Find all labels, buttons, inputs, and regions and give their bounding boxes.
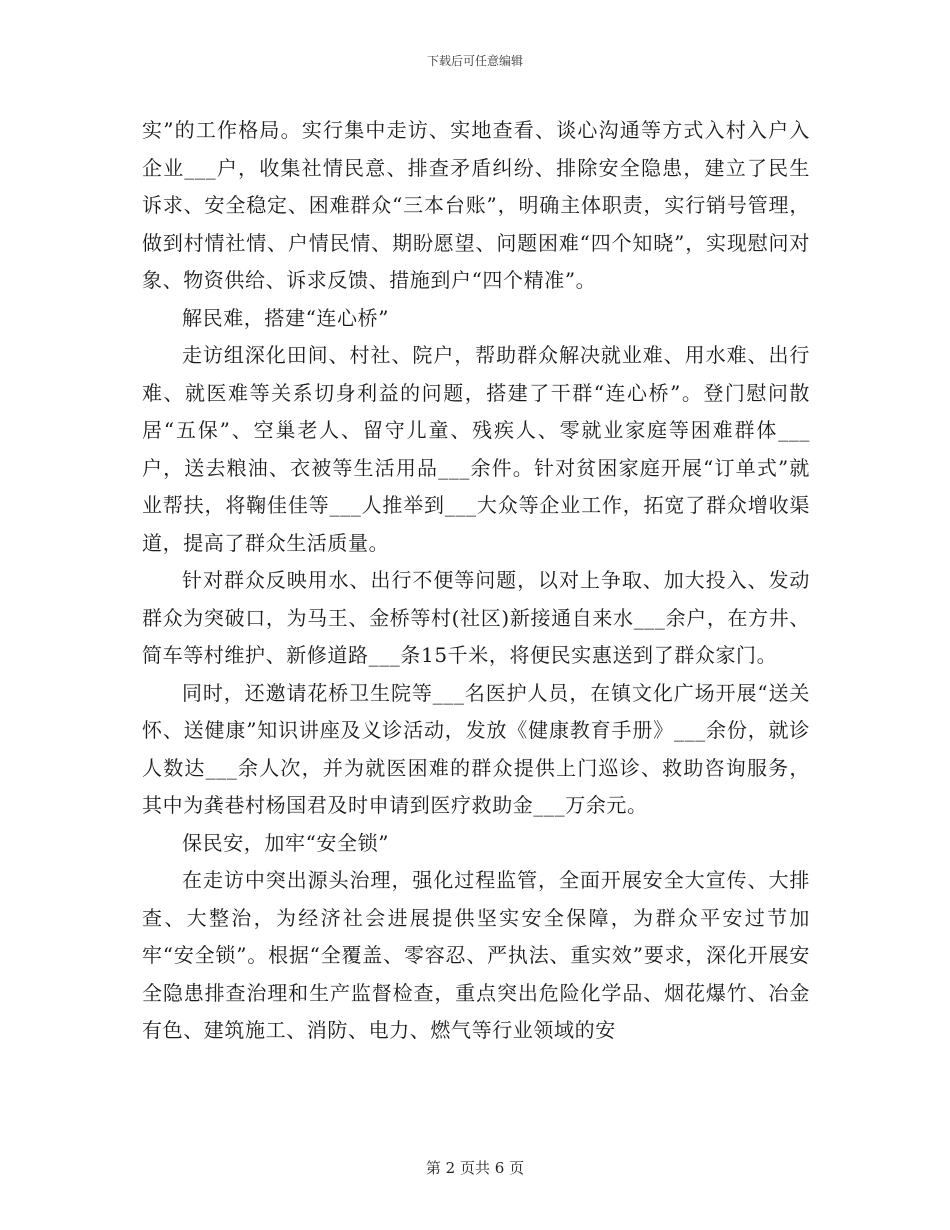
paragraph-continued: 实”的工作格局。实行集中走访、实地查看、谈心沟通等方式入村入户入企业___户，收集社情民意、排查矛盾纠纷、排除安全隐患，建立了民生诉求、安全稳定、困难群众“三本台账”，明确主体职责，实行销号管理，做到村情社情、户情民情、期盼愿望、问题困难“四个知晓”，实现慰问对象、物资供给、诉求反馈、措施到户“四个精准”。 — [142, 118, 810, 292]
paragraph-water-roads: 针对群众反映用水、出行不便等问题，以对上争取、加大投入、发动群众为突破口，为马王、金桥等村(社区)新接通自来水___余户，在方井、简车等村维护、新修道路___条15千米，将便民实惠送到了群众家门。 — [142, 568, 810, 667]
section-heading-lianxinqiao: 解民难，搭建“连心桥” — [182, 305, 390, 330]
page-header: 下载后可任意编辑 — [426, 54, 523, 68]
section-heading-anquansuo: 保民安，加牢“安全锁” — [182, 830, 390, 855]
paragraph-health: 同时，还邀请花桥卫生院等___名医护人员，在镇文化广场开展“送关怀、送健康”知识讲座及义诊活动，发放《健康教育手册》___余份，就诊人数达___余人次，并为就医困难的群众提供上门巡诊、救助咨询服务，其中为龚巷村杨国君及时申请到医疗救助金___万余元。 — [142, 680, 810, 817]
paragraph-visits: 走访组深化田间、村社、院户，帮助群众解决就业难、用水难、出行难、就医难等关系切身利益的问题，搭建了干群“连心桥”。登门慰问散居“五保”、空巢老人、留守儿童、残疾人、零就业家庭等困难群体___户，送去粮油、衣被等生活用品___余件。针对贫困家庭开展“订单式”就业帮扶，将鞠佳佳等___人推举到___大众等企业工作，拓宽了群众增收渠道，提高了群众生活质量。 — [142, 343, 810, 555]
page-footer: 第 2 页共 6 页 — [425, 1159, 525, 1177]
paragraph-safety: 在走访中突出源头治理，强化过程监管，全面开展安全大宣传、大排查、大整治，为经济社会进展提供坚实安全保障，为群众平安过节加牢“安全锁”。根据“全覆盖、零容忍、严执法、重实效”要求，深化开展安全隐患排查治理和生产监督检查，重点突出危险化学品、烟花爆竹、冶金有色、建筑施工、消防、电力、燃气等行业领域的安 — [142, 868, 810, 1042]
document-body — [142, 112, 810, 1050]
